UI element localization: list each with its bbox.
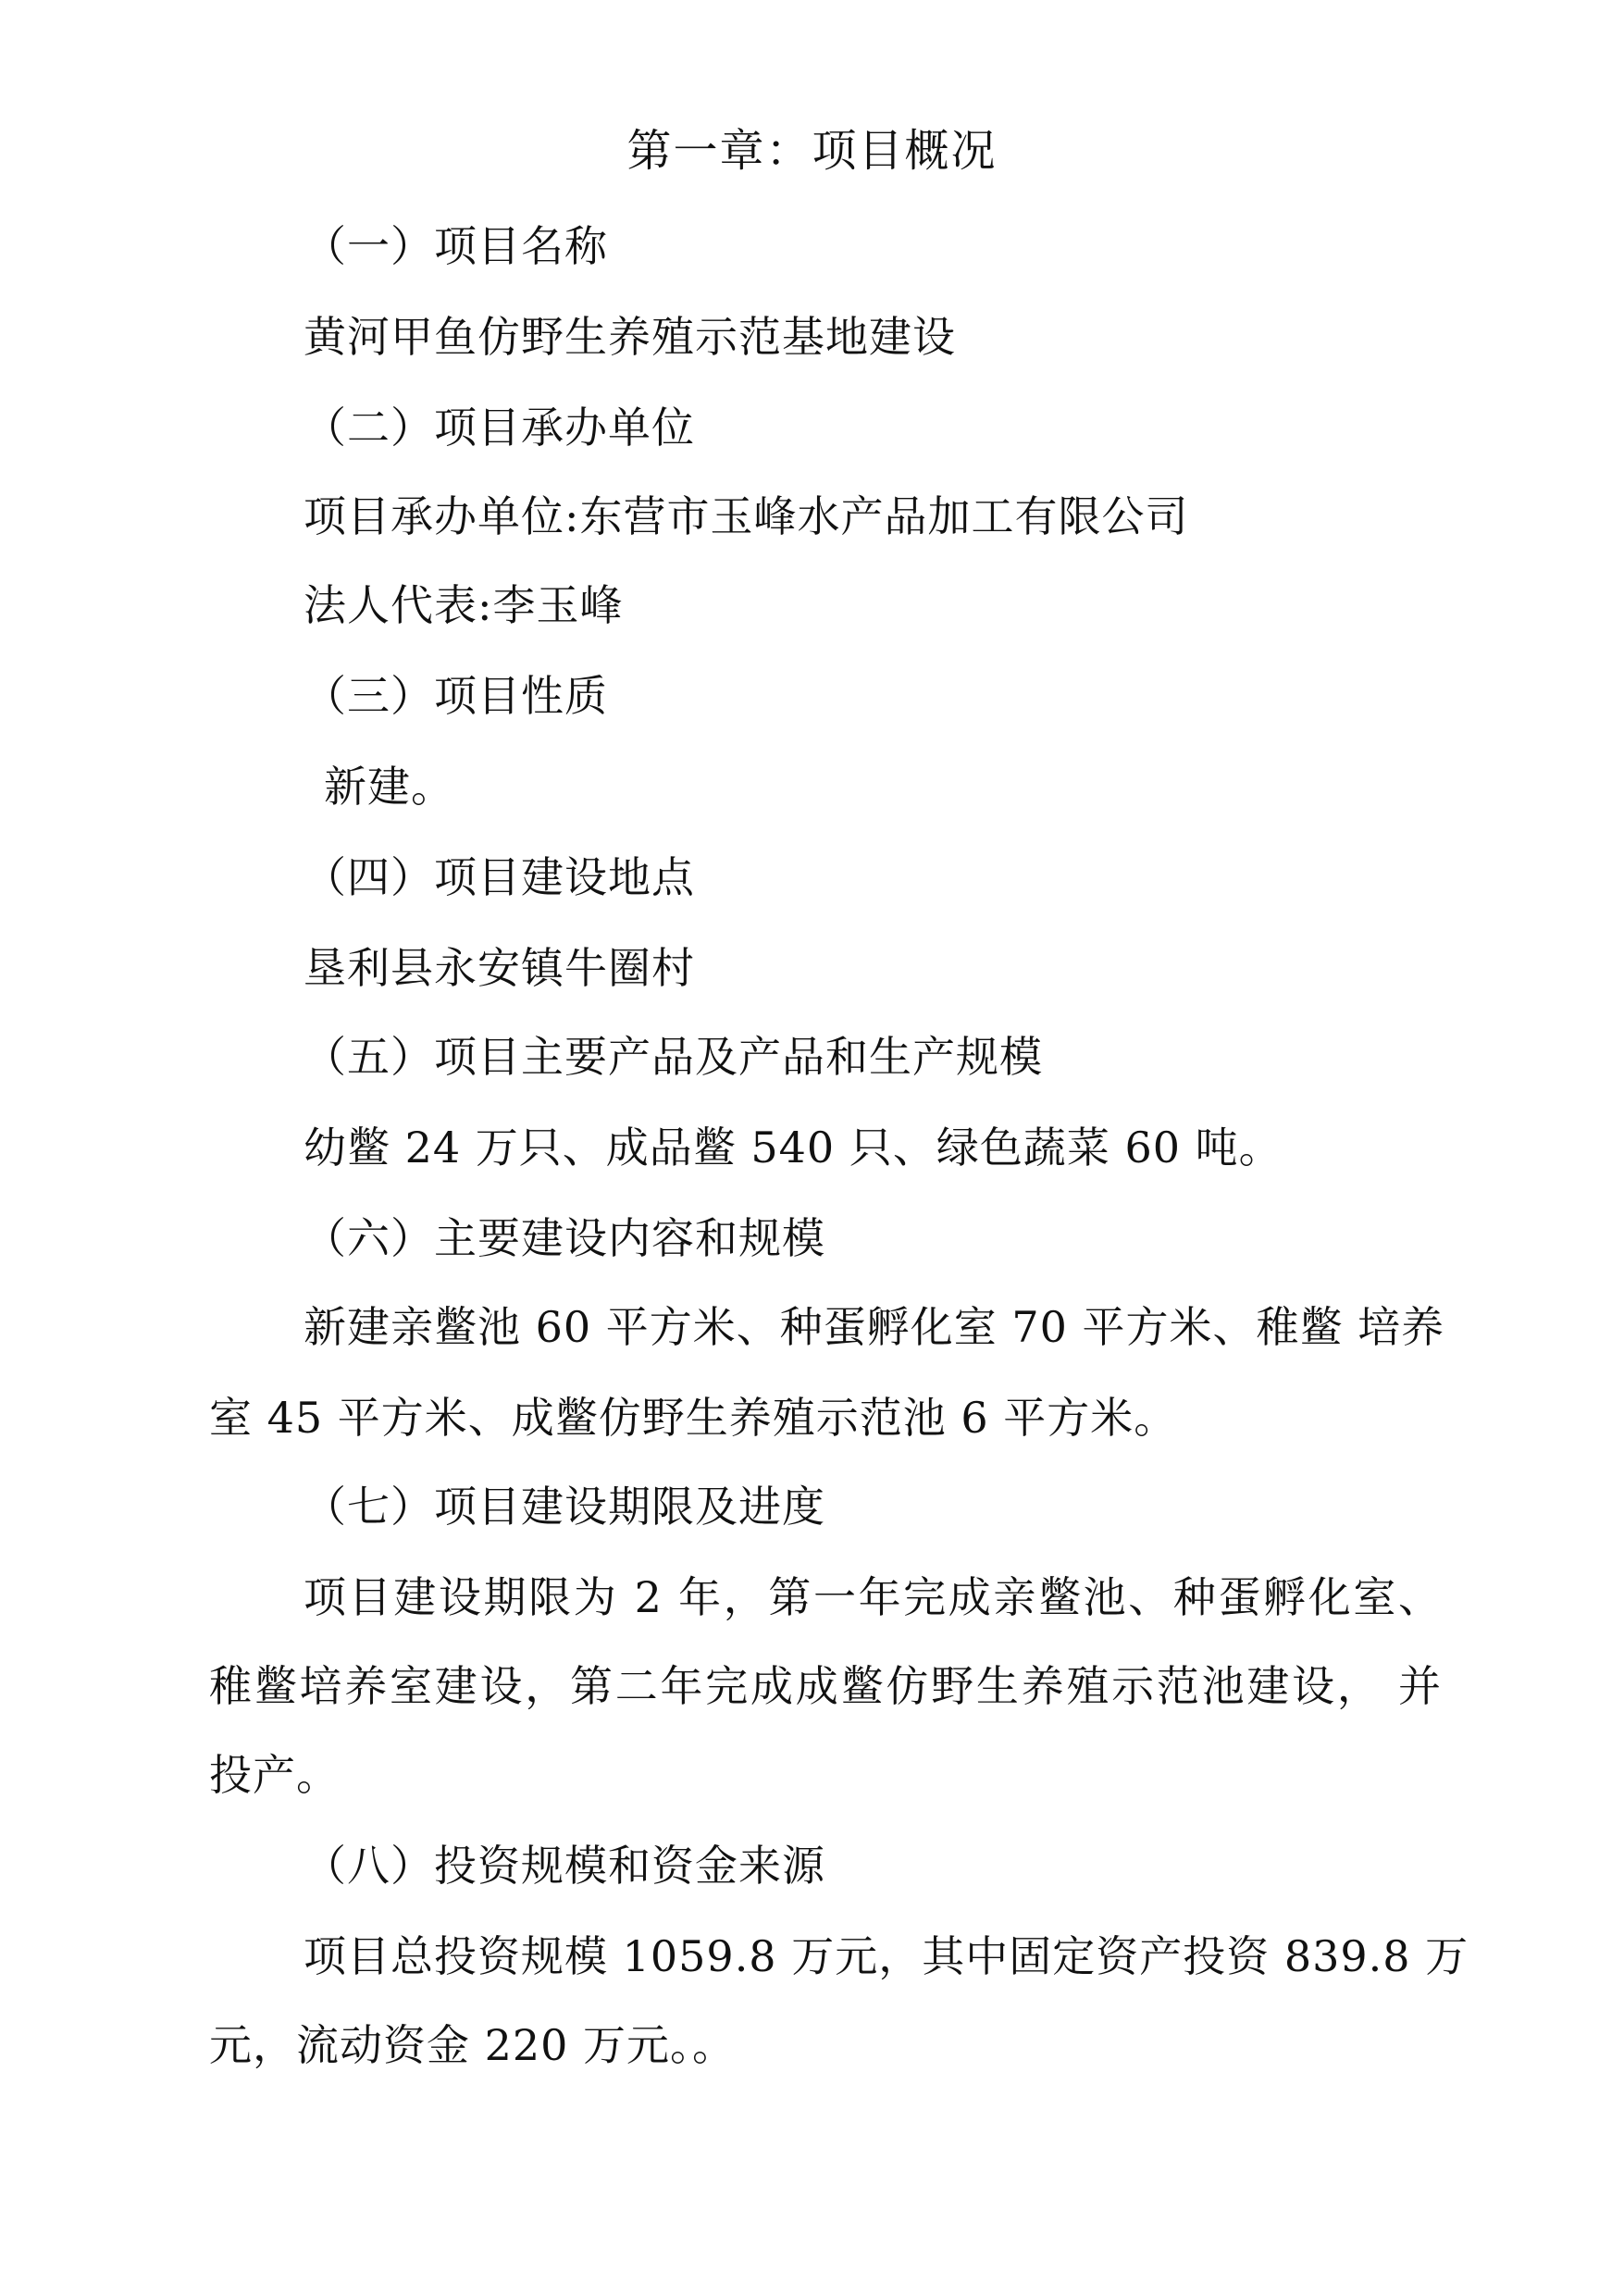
chapter-title: 第一章：项目概况 — [626, 125, 998, 177]
investment-text-line: 元，流动资金 220 万元。。 — [209, 2020, 737, 2070]
schedule-text-line: 项目建设期限为 2 年，第一年完成亲鳖池、种蛋孵化室、 — [304, 1572, 1442, 1622]
legal-representative-text: 法人代表:李玉峰 — [304, 580, 624, 630]
investment-text-line: 项目总投资规模 1059.8 万元，其中固定资产投资 839.8 万 — [304, 1931, 1469, 1981]
organizer-unit-text: 项目承办单位:东营市玉峰水产品加工有限公司 — [304, 491, 1189, 541]
products-text: 幼鳖 24 万只、成品鳖 540 只、绿色蔬菜 60 吨。 — [304, 1123, 1283, 1172]
section-heading-nature: （三）项目性质 — [304, 671, 608, 721]
construction-text-line: 室 45 平方米、成鳖仿野生养殖示范池 6 平方米。 — [209, 1393, 1178, 1443]
project-nature-text: 新建。 — [324, 762, 454, 812]
schedule-text-line: 投产。 — [209, 1750, 340, 1800]
section-heading-schedule: （七）项目建设期限及进度 — [304, 1482, 825, 1532]
section-heading-investment: （八）投资规模和资金来源 — [304, 1841, 825, 1891]
project-name-text: 黄河甲鱼仿野生养殖示范基地建设 — [304, 312, 956, 362]
project-location-text: 垦利县永安镇牛圈村 — [304, 943, 695, 993]
section-heading-project-name: （一）项目名称 — [304, 221, 608, 271]
section-heading-construction: （六）主要建设内容和规模 — [304, 1213, 825, 1263]
schedule-text-line: 稚鳖培养室建设，第二年完成成鳖仿野生养殖示范池建设， 并 — [209, 1661, 1442, 1711]
section-heading-organizer: （二）项目承办单位 — [304, 403, 695, 453]
section-heading-location: （四）项目建设地点 — [304, 852, 695, 902]
construction-text-line: 新建亲鳖池 60 平方米、种蛋孵化室 70 平方米、稚鳖 培养 — [304, 1302, 1445, 1352]
section-heading-products: （五）项目主要产品及产品和生产规模 — [304, 1032, 1043, 1082]
